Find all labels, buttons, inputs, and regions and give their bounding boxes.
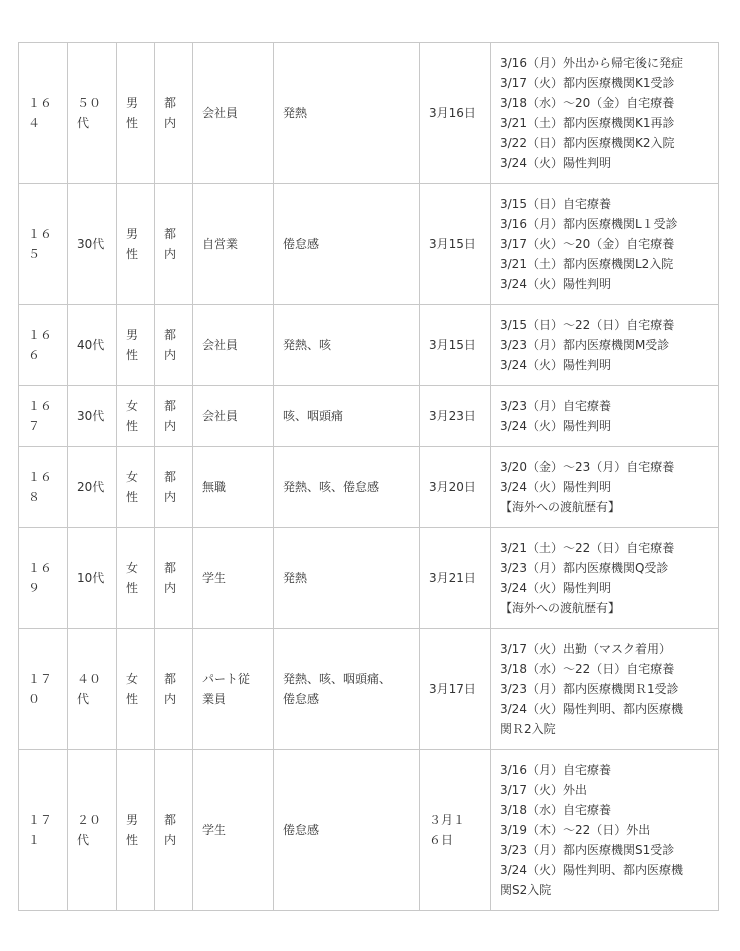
case-number-cell: １６ ６ <box>19 305 68 386</box>
age-group-cell: 10代 <box>68 528 117 629</box>
course-line: 3/19（木）～22（日）外出 <box>500 823 651 837</box>
age-group-cell: 20代 <box>68 447 117 528</box>
course-cell <box>491 629 719 750</box>
course-line: 3/17（火）外出 <box>500 783 587 797</box>
case-number-cell: １６ ８ <box>19 447 68 528</box>
onset-date-cell: 3月16日 <box>420 43 491 184</box>
symptoms-cell: 発熱、咳、咽頭痛、 倦怠感 <box>274 629 420 750</box>
onset-date-cell: 3月15日 <box>420 184 491 305</box>
occupation-cell: 会社員 <box>193 305 274 386</box>
occupation-cell: パート従 業員 <box>193 629 274 750</box>
course-line: 3/24（火）陽性判明 <box>500 581 611 595</box>
symptoms-cell: 倦怠感 <box>274 750 420 911</box>
onset-date-cell: 3月21日 <box>420 528 491 629</box>
age-group-cell: 40代 <box>68 305 117 386</box>
onset-date-cell: 3月17日 <box>420 629 491 750</box>
sex-cell: 女 性 <box>117 629 155 750</box>
course-cell <box>491 43 719 184</box>
symptoms-cell: 発熱、咳、倦怠感 <box>274 447 420 528</box>
course-line: 3/23（月）自宅療養 <box>500 399 611 413</box>
onset-date-cell: 3月15日 <box>420 305 491 386</box>
age-group-cell: ４０ 代 <box>68 629 117 750</box>
residence-cell: 都 内 <box>155 750 193 911</box>
symptoms-cell: 発熱、咳 <box>274 305 420 386</box>
age-group-cell: 30代 <box>68 184 117 305</box>
symptoms-cell: 発熱 <box>274 43 420 184</box>
course-cell <box>491 750 719 911</box>
course-line: 【海外への渡航歴有】 <box>500 500 621 514</box>
residence-cell: 都 内 <box>155 305 193 386</box>
course-line: 3/21（土）都内医療機関L2入院 <box>500 257 674 271</box>
onset-date-cell: 3月23日 <box>420 386 491 447</box>
course-cell <box>491 305 719 386</box>
course-line: 関S2入院 <box>500 883 552 897</box>
case-number-cell: １６ ７ <box>19 386 68 447</box>
onset-date-cell: ３月１ ６日 <box>420 750 491 911</box>
residence-cell: 都 内 <box>155 386 193 447</box>
sex-cell: 女 性 <box>117 447 155 528</box>
sex-cell: 男 性 <box>117 750 155 911</box>
symptoms-cell: 咳、咽頭痛 <box>274 386 420 447</box>
course-line: 3/23（月）都内医療機関Q受診 <box>500 561 669 575</box>
residence-cell: 都 内 <box>155 184 193 305</box>
occupation-cell: 学生 <box>193 750 274 911</box>
course-line: 3/24（火）陽性判明 <box>500 156 611 170</box>
sex-cell: 女 性 <box>117 528 155 629</box>
course-cell <box>491 386 719 447</box>
sex-cell: 男 性 <box>117 305 155 386</box>
case-number-cell: １６ ９ <box>19 528 68 629</box>
course-line: 3/16（月）自宅療養 <box>500 763 611 777</box>
case-number-cell: １６ ５ <box>19 184 68 305</box>
residence-cell: 都 内 <box>155 43 193 184</box>
table-row <box>19 528 719 629</box>
course-line: 3/23（月）都内医療機関M受診 <box>500 338 670 352</box>
age-group-cell: ５０ 代 <box>68 43 117 184</box>
table-row <box>19 43 719 184</box>
case-number-cell: １７ １ <box>19 750 68 911</box>
residence-cell: 都 内 <box>155 528 193 629</box>
course-line: 3/15（日）自宅療養 <box>500 197 611 211</box>
course-line: 【海外への渡航歴有】 <box>500 601 621 615</box>
occupation-cell: 会社員 <box>193 386 274 447</box>
sex-cell: 男 性 <box>117 43 155 184</box>
patient-table <box>18 42 719 911</box>
course-line: 3/16（月）外出から帰宅後に発症 <box>500 56 683 70</box>
course-line: 3/23（月）都内医療機関S1受診 <box>500 843 675 857</box>
course-line: 3/20（金）～23（月）自宅療養 <box>500 460 675 474</box>
residence-cell: 都 内 <box>155 629 193 750</box>
table-row <box>19 447 719 528</box>
age-group-cell: ２０ 代 <box>68 750 117 911</box>
case-number-cell: １７ ０ <box>19 629 68 750</box>
course-cell <box>491 184 719 305</box>
course-line: 3/24（火）陽性判明、都内医療機 <box>500 863 683 877</box>
course-line: 3/24（火）陽性判明 <box>500 358 611 372</box>
onset-date-cell: 3月20日 <box>420 447 491 528</box>
occupation-cell: 学生 <box>193 528 274 629</box>
course-line: 3/18（水）～20（金）自宅療養 <box>500 96 675 110</box>
occupation-cell: 会社員 <box>193 43 274 184</box>
course-line: 3/15（日）～22（日）自宅療養 <box>500 318 675 332</box>
course-line: 関Ｒ2入院 <box>500 722 556 736</box>
symptoms-cell: 倦怠感 <box>274 184 420 305</box>
case-number-cell: １６ ４ <box>19 43 68 184</box>
symptoms-cell: 発熱 <box>274 528 420 629</box>
course-line: 3/23（月）都内医療機関Ｒ1受診 <box>500 682 679 696</box>
table-row <box>19 750 719 911</box>
residence-cell: 都 内 <box>155 447 193 528</box>
sex-cell: 男 性 <box>117 184 155 305</box>
course-line: 3/22（日）都内医療機関K2入院 <box>500 136 675 150</box>
table-row <box>19 184 719 305</box>
age-group-cell: 30代 <box>68 386 117 447</box>
course-line: 3/18（水）自宅療養 <box>500 803 611 817</box>
occupation-cell: 無職 <box>193 447 274 528</box>
patient-table-body <box>19 43 719 911</box>
course-cell <box>491 447 719 528</box>
course-line: 3/24（火）陽性判明、都内医療機 <box>500 702 683 716</box>
occupation-cell: 自営業 <box>193 184 274 305</box>
table-row <box>19 629 719 750</box>
table-row <box>19 305 719 386</box>
course-line: 3/18（水）～22（日）自宅療養 <box>500 662 675 676</box>
course-line: 3/21（土）～22（日）自宅療養 <box>500 541 675 555</box>
course-line: 3/16（月）都内医療機関L１受診 <box>500 217 678 231</box>
course-cell <box>491 528 719 629</box>
course-line: 3/17（火）～20（金）自宅療養 <box>500 237 675 251</box>
sex-cell: 女 性 <box>117 386 155 447</box>
table-row <box>19 386 719 447</box>
course-line: 3/21（土）都内医療機関K1再診 <box>500 116 675 130</box>
course-line: 3/24（火）陽性判明 <box>500 277 611 291</box>
course-line: 3/24（火）陽性判明 <box>500 480 611 494</box>
course-line: 3/17（火）都内医療機関K1受診 <box>500 76 675 90</box>
course-line: 3/17（火）出勤（マスク着用） <box>500 642 671 656</box>
course-line: 3/24（火）陽性判明 <box>500 419 611 433</box>
